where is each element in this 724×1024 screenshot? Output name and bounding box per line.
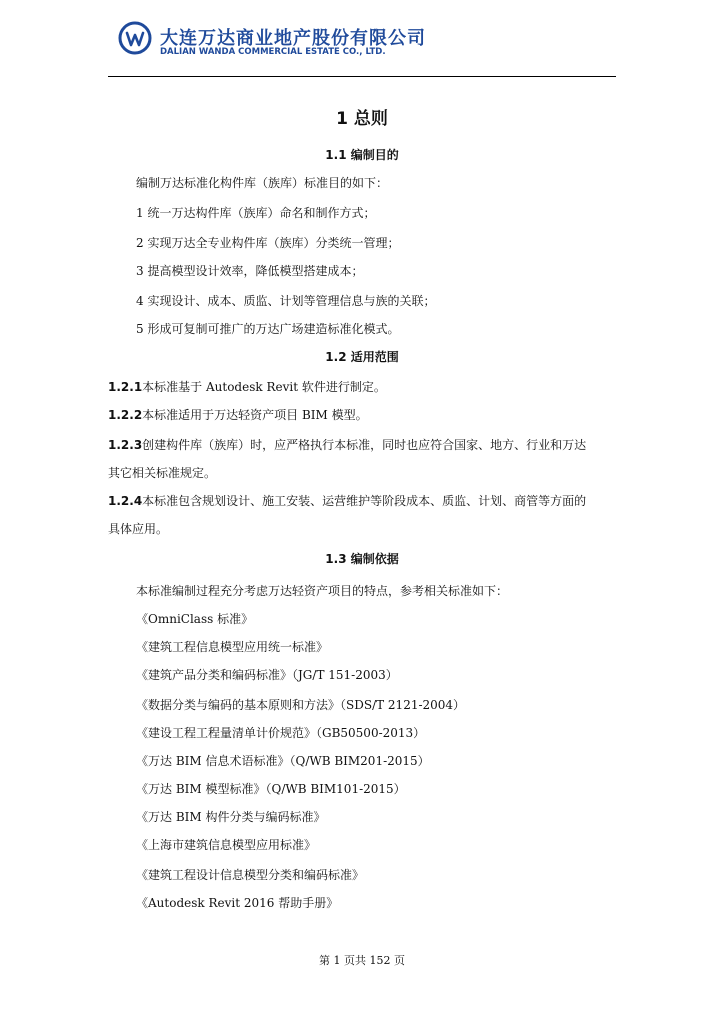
clause-text: 创建构件库（族库）时，应严格执行本标准，同时也应符合国家、地方、行业和万达 xyxy=(142,438,587,452)
section-1-3-intro: 本标准编制过程充分考虑万达轻资产项目的特点，参考相关标准如下： xyxy=(136,584,509,598)
section-heading-1-2: 1.2 适用范围 xyxy=(325,350,399,364)
wanda-logo-icon xyxy=(118,21,152,55)
clause-1-2-4-continued: 具体应用。 xyxy=(108,522,169,536)
reference-item: 《万达 BIM 构件分类与编码标准》 xyxy=(136,810,326,824)
reference-item: 《万达 BIM 信息术语标准》（Q/WB BIM201-2015） xyxy=(136,754,430,768)
clause-number: 1.2.4 xyxy=(108,494,143,508)
reference-item: 《建筑产品分类和编码标准》（JG/T 151-2003） xyxy=(136,668,398,682)
section-1-1-intro: 编制万达标准化构件库（族库）标准目的如下： xyxy=(136,176,389,190)
reference-item: 《Autodesk Revit 2016 帮助手册》 xyxy=(136,896,339,910)
purpose-item-3: 3 提高模型设计效率，降低模型搭建成本； xyxy=(136,264,364,278)
reference-item: 《数据分类与编码的基本原则和方法》（SDS/T 2121-2004） xyxy=(136,698,466,712)
clause-text: 本标准适用于万达轻资产项目 BIM 模型。 xyxy=(142,408,368,422)
clause-1-2-1 xyxy=(108,378,386,395)
clause-1-2-3-continued: 其它相关标准规定。 xyxy=(108,466,217,480)
purpose-item-5: 5 形成可复制可推广的万达广场建造标准化模式。 xyxy=(136,322,400,336)
clause-1-2-3 xyxy=(108,436,586,453)
reference-item: 《建筑工程设计信息模型分类和编码标准》 xyxy=(136,868,365,882)
clause-number: 1.2.1 xyxy=(108,380,143,394)
clause-1-2-4 xyxy=(108,492,586,509)
section-heading-1-1: 1.1 编制目的 xyxy=(325,148,399,162)
header-divider xyxy=(108,76,616,77)
clause-number: 1.2.2 xyxy=(108,408,143,422)
purpose-item-2: 2 实现万达全专业构件库（族库）分类统一管理； xyxy=(136,236,400,250)
reference-item: 《OmniClass 标准》 xyxy=(136,612,254,626)
purpose-item-4: 4 实现设计、成本、质监、计划等管理信息与族的关联； xyxy=(136,294,436,308)
page-header xyxy=(112,18,632,62)
reference-item: 《上海市建筑信息模型应用标准》 xyxy=(136,838,317,852)
clause-text: 本标准基于 Autodesk Revit 软件进行制定。 xyxy=(142,380,386,394)
reference-item: 《建筑工程信息模型应用统一标准》 xyxy=(136,640,329,654)
reference-item: 《建设工程工程量清单计价规范》（GB50500-2013） xyxy=(136,726,426,740)
section-heading-1-3: 1.3 编制依据 xyxy=(325,552,399,566)
company-name-cn: 大连万达商业地产股份有限公司 xyxy=(160,28,426,49)
reference-item: 《万达 BIM 模型标准》（Q/WB BIM101-2015） xyxy=(136,782,406,796)
purpose-item-1: 1 统一万达构件库（族库）命名和制作方式； xyxy=(136,206,376,220)
page-number: 第 1 页共 152 页 xyxy=(319,954,405,967)
clause-text: 本标准包含规划设计、施工安装、运营维护等阶段成本、质监、计划、商管等方面的 xyxy=(142,494,587,508)
clause-number: 1.2.3 xyxy=(108,438,143,452)
clause-1-2-2 xyxy=(108,406,368,423)
page-title: 1 总则 xyxy=(336,109,388,129)
company-name-en: DALIAN WANDA COMMERCIAL ESTATE CO., LTD. xyxy=(160,47,386,57)
